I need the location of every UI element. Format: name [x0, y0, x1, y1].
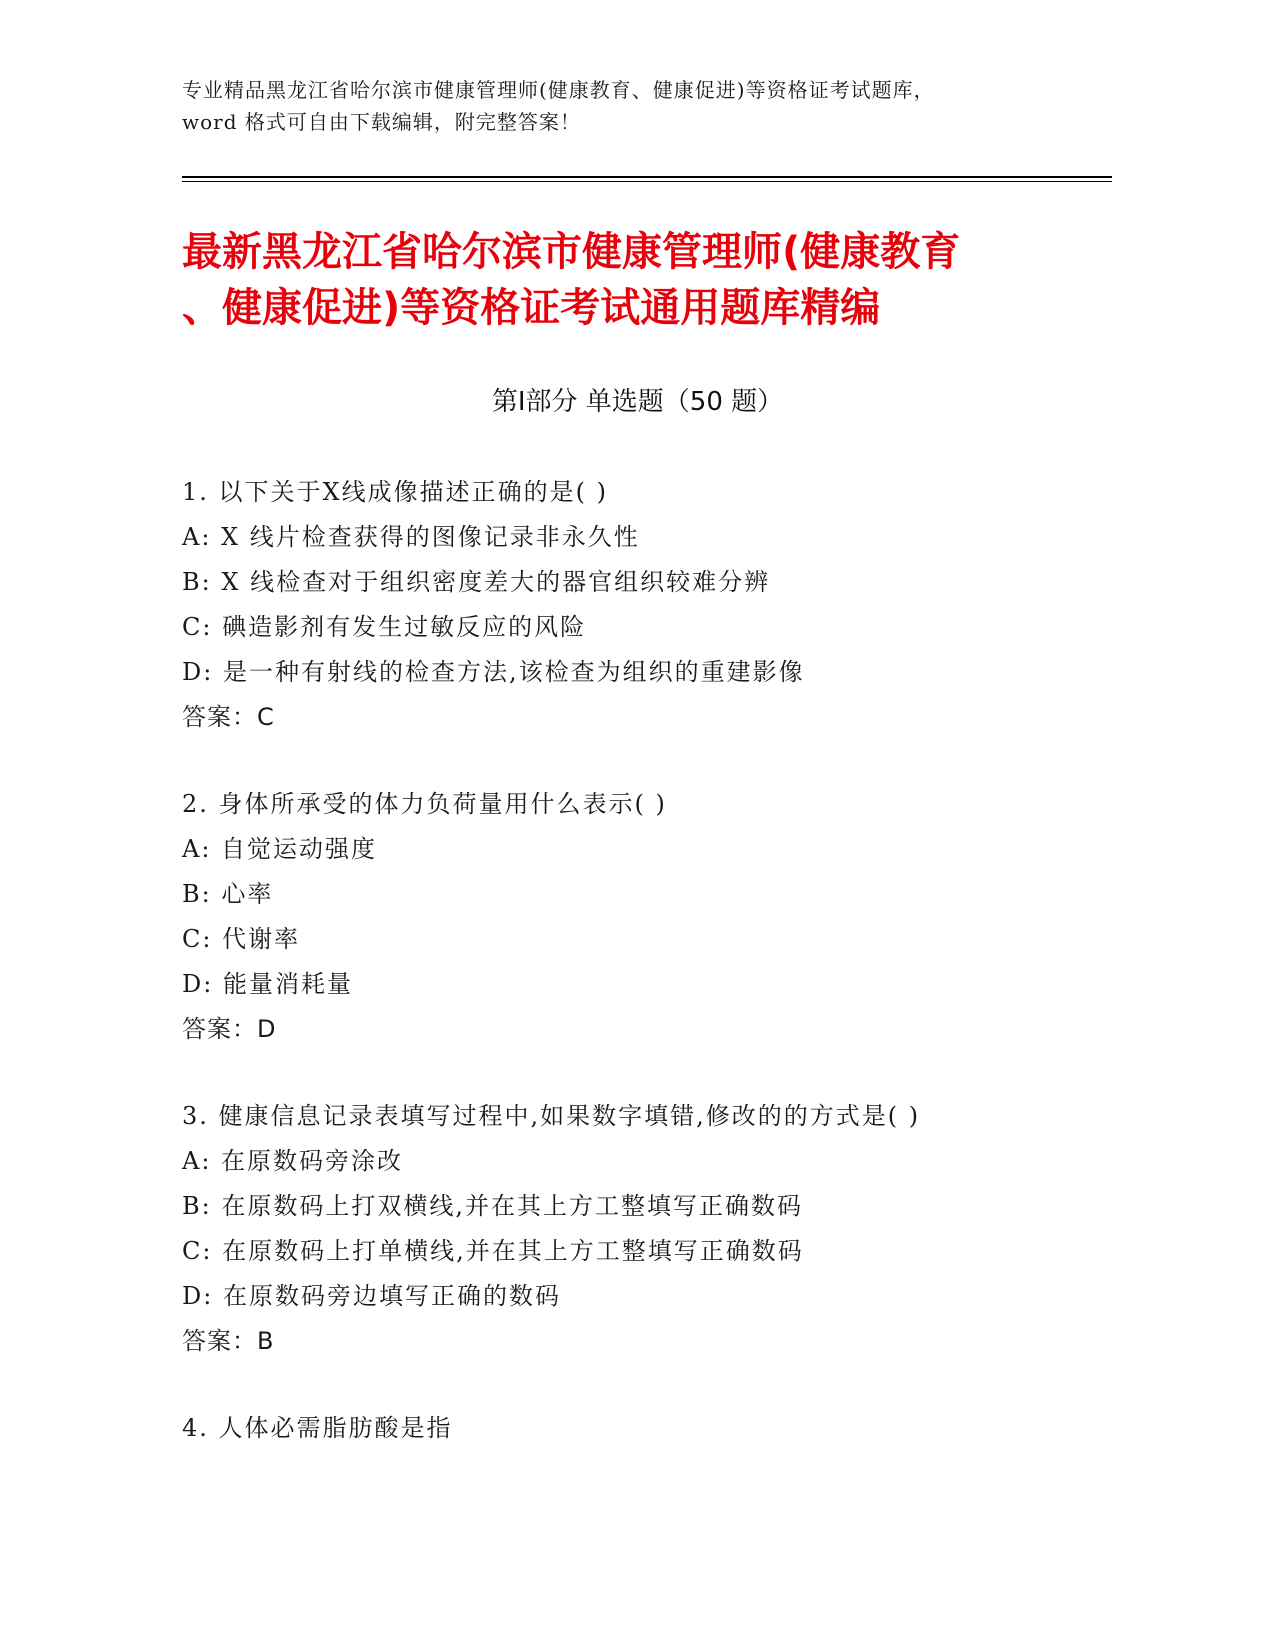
option-b: B: 在原数码上打双横线,并在其上方工整填写正确数码	[182, 1192, 803, 1220]
document-title	[182, 224, 1112, 336]
question-stem: 1. 以下关于X线成像描述正确的是( )	[182, 478, 608, 506]
option-b: B: 心率	[182, 880, 274, 908]
option-c: C: 碘造影剂有发生过敏反应的风险	[182, 613, 587, 641]
section-title: 第Ⅰ部分 单选题（50 题）	[491, 387, 784, 417]
header-note	[182, 74, 1112, 138]
header-rule-thin	[182, 181, 1112, 182]
answer: 答案：B	[182, 1327, 275, 1355]
option-d: D: 在原数码旁边填写正确的数码	[182, 1282, 561, 1310]
question-2	[182, 782, 1112, 1052]
document-title-line-1: 最新黑龙江省哈尔滨市健康管理师(健康教育	[182, 229, 961, 275]
option-d: D: 是一种有射线的检查方法,该检查为组织的重建影像	[182, 658, 805, 686]
option-b: B: X 线检查对于组织密度差大的器官组织较难分辨	[182, 568, 771, 596]
header-note-line-1: 专业精品黑龙江省哈尔滨市健康管理师(健康教育、健康促进)等资格证考试题库，	[182, 78, 935, 102]
question-4	[182, 1406, 1112, 1451]
answer: 答案：C	[182, 703, 275, 731]
answer: 答案：D	[182, 1015, 277, 1043]
option-a: A: 在原数码旁涂改	[182, 1147, 404, 1175]
question-stem: 4. 人体必需脂肪酸是指	[182, 1414, 453, 1442]
header-note-line-2: word 格式可自由下载编辑，附完整答案！	[182, 110, 581, 134]
option-a: A: X 线片检查获得的图像记录非永久性	[182, 523, 640, 551]
option-c: C: 代谢率	[182, 925, 301, 953]
header-rule-thick	[182, 176, 1112, 178]
option-c: C: 在原数码上打单横线,并在其上方工整填写正确数码	[182, 1237, 804, 1265]
question-3	[182, 1094, 1112, 1364]
question-1	[182, 470, 1112, 740]
option-a: A: 自觉运动强度	[182, 835, 378, 863]
question-stem: 3. 健康信息记录表填写过程中,如果数字填错,修改的的方式是( )	[182, 1102, 921, 1130]
question-stem: 2. 身体所承受的体力负荷量用什么表示( )	[182, 790, 667, 818]
document-title-line-2: 、健康促进)等资格证考试通用题库精编	[182, 285, 881, 331]
option-d: D: 能量消耗量	[182, 970, 353, 998]
